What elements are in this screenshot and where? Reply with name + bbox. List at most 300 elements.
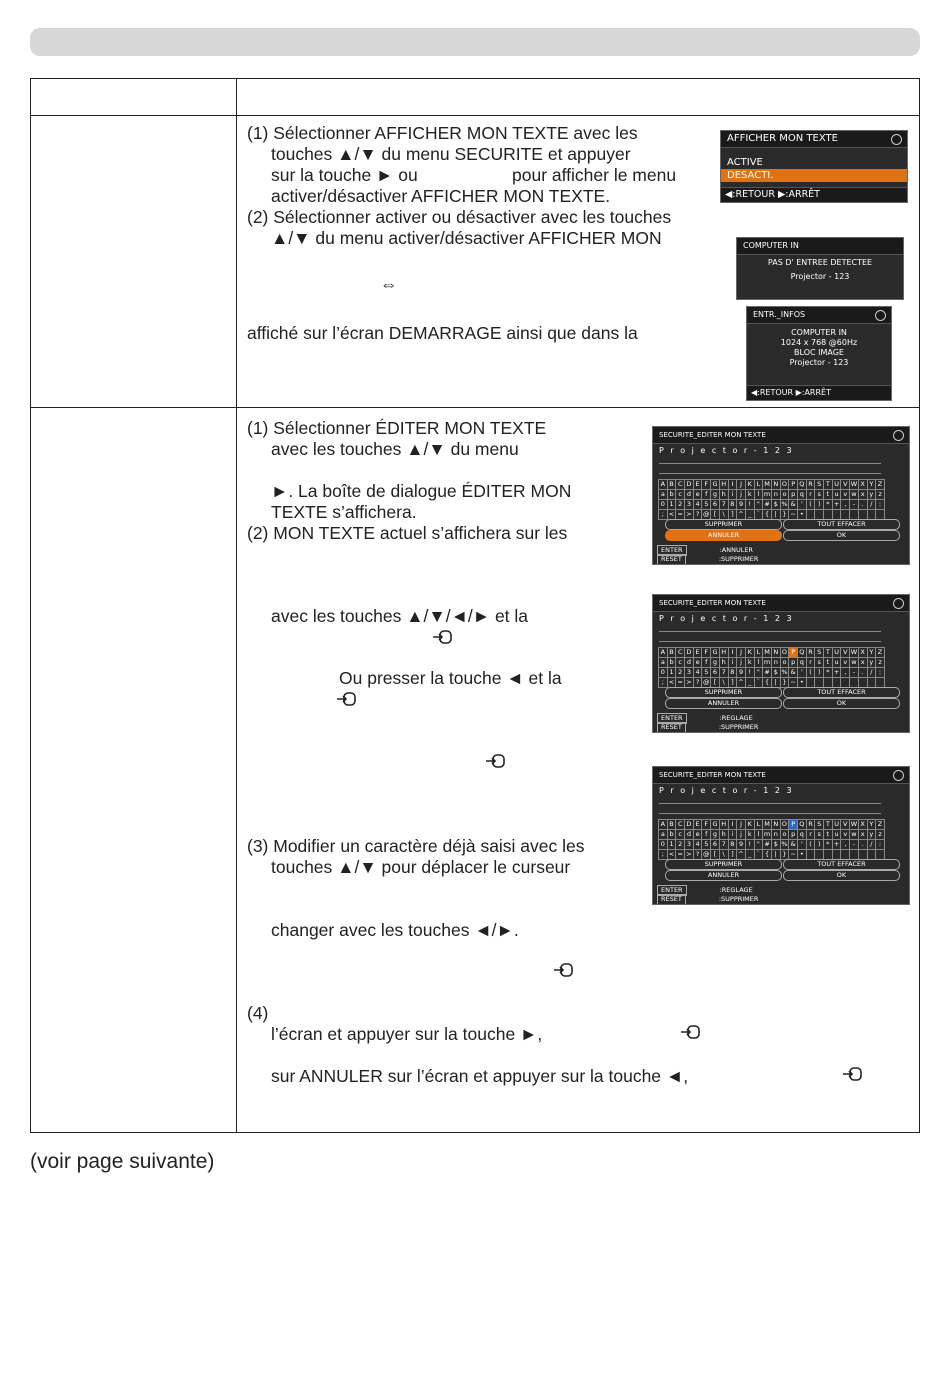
character-key[interactable]: N [771, 479, 781, 490]
character-key[interactable]: p [788, 829, 798, 840]
supprimer-button[interactable]: SUPPRIMER [665, 859, 782, 870]
character-key[interactable]: 1 [667, 499, 677, 510]
character-key[interactable]: X [858, 819, 868, 830]
character-key[interactable]: w [849, 489, 859, 500]
character-key[interactable]: ( [806, 839, 816, 850]
character-key[interactable]: m [763, 830, 771, 838]
character-key[interactable]: [ [710, 677, 720, 688]
character-key[interactable]: T [823, 647, 833, 658]
character-key[interactable]: ( [806, 667, 816, 678]
annuler-button[interactable]: ANNULER [665, 698, 782, 709]
character-key[interactable]: L [754, 819, 764, 830]
character-key[interactable]: h [719, 829, 729, 840]
character-key[interactable]: # [762, 667, 772, 678]
character-key[interactable]: % [781, 668, 788, 676]
character-key[interactable]: u [832, 657, 842, 668]
character-key[interactable]: : [875, 499, 885, 510]
character-key[interactable]: Z [875, 647, 885, 658]
character-key[interactable]: * [823, 667, 833, 678]
character-key[interactable]: O [780, 479, 790, 490]
character-key[interactable]: % [781, 500, 788, 508]
character-key[interactable]: , [840, 667, 850, 678]
character-key[interactable]: ; [658, 509, 668, 520]
character-key[interactable]: t [823, 829, 833, 840]
character-key[interactable]: Y [867, 647, 877, 658]
character-key[interactable]: 5 [701, 499, 711, 510]
character-key[interactable]: • [797, 509, 807, 520]
character-key[interactable]: r [806, 657, 816, 668]
character-key[interactable]: { [762, 509, 772, 520]
character-key[interactable]: t [823, 489, 833, 500]
character-key[interactable]: - [849, 499, 859, 510]
character-key[interactable]: o [780, 657, 790, 668]
character-key[interactable]: s [814, 657, 824, 668]
character-key[interactable]: • [797, 677, 807, 688]
character-key[interactable]: j [736, 657, 746, 668]
character-key[interactable]: C [675, 819, 685, 830]
character-key[interactable]: - [849, 667, 859, 678]
character-key[interactable]: z [875, 489, 885, 500]
character-key[interactable]: { [762, 677, 772, 688]
character-key[interactable]: b [667, 829, 677, 840]
character-key[interactable]: H [719, 647, 729, 658]
character-key[interactable]: z [875, 829, 885, 840]
character-key[interactable]: y [867, 657, 877, 668]
character-key[interactable]: 2 [675, 839, 685, 850]
character-key[interactable]: G [710, 819, 720, 830]
menu-icon [891, 134, 902, 145]
character-key[interactable]: H [719, 479, 729, 490]
character-key[interactable]: l [754, 489, 764, 500]
character-key[interactable]: 3 [684, 499, 694, 510]
character-key[interactable]: z [875, 657, 885, 668]
character-key[interactable]: q [797, 657, 807, 668]
character-key[interactable]: . [858, 499, 868, 510]
character-key[interactable]: ) [814, 839, 824, 850]
character-key[interactable]: ? [693, 509, 703, 520]
character-key[interactable]: < [667, 509, 677, 520]
character-key[interactable]: > [684, 849, 694, 860]
character-key[interactable]: E [693, 647, 703, 658]
character-key[interactable]: e [693, 489, 703, 500]
character-key[interactable]: . [858, 839, 868, 850]
character-key[interactable]: O [780, 819, 790, 830]
character-key[interactable]: ] [728, 509, 738, 520]
character-key[interactable]: < [667, 677, 677, 688]
character-key[interactable]: V [840, 479, 850, 490]
character-key[interactable]: 5 [701, 839, 711, 850]
character-key[interactable]: 0 [658, 499, 668, 510]
character-key[interactable]: P [788, 479, 798, 490]
character-key[interactable]: ' [797, 499, 807, 510]
character-key[interactable]: W [850, 480, 858, 488]
character-key[interactable]: $ [771, 667, 781, 678]
character-key[interactable]: ! [745, 667, 755, 678]
character-key[interactable]: ^ [736, 849, 746, 860]
character-key[interactable]: f [701, 489, 711, 500]
character-key[interactable]: ^ [736, 677, 746, 688]
character-key[interactable]: = [675, 849, 685, 860]
character-key[interactable]: 9 [736, 499, 746, 510]
character-key[interactable]: m [763, 490, 771, 498]
character-key[interactable]: L [754, 479, 764, 490]
character-key[interactable]: M [762, 647, 772, 658]
ok-button[interactable]: OK [783, 870, 900, 881]
character-key[interactable]: i [728, 829, 738, 840]
character-key[interactable]: Q [797, 479, 807, 490]
character-key[interactable]: + [832, 499, 842, 510]
character-key[interactable]: ~ [788, 677, 798, 688]
character-key[interactable]: ! [745, 839, 755, 850]
character-key[interactable]: c [675, 657, 685, 668]
character-key[interactable]: m [763, 658, 771, 666]
character-key[interactable]: Z [875, 479, 885, 490]
character-key[interactable]: _ [745, 509, 755, 520]
character-key[interactable]: r [806, 489, 816, 500]
character-key[interactable]: g [710, 829, 720, 840]
character-key[interactable]: M [762, 479, 772, 490]
character-key[interactable]: & [788, 839, 798, 850]
character-key[interactable]: > [684, 677, 694, 688]
character-key[interactable]: f [701, 657, 711, 668]
character-key[interactable]: D [684, 479, 694, 490]
character-key[interactable]: | [771, 509, 781, 520]
character-key[interactable]: x [858, 829, 868, 840]
character-key[interactable]: v [840, 489, 850, 500]
character-key[interactable]: 6 [710, 667, 720, 678]
character-key[interactable]: w [849, 829, 859, 840]
character-key[interactable]: Q [797, 647, 807, 658]
character-key[interactable]: n [771, 489, 781, 500]
character-key[interactable]: [ [710, 849, 720, 860]
character-key[interactable]: , [840, 499, 850, 510]
character-key[interactable]: s [814, 489, 824, 500]
character-key[interactable]: = [675, 677, 685, 688]
character-key[interactable]: v [840, 829, 850, 840]
character-key[interactable]: u [832, 489, 842, 500]
character-key[interactable]: t [823, 657, 833, 668]
character-key[interactable]: / [867, 667, 877, 678]
character-key[interactable]: c [675, 489, 685, 500]
character-key[interactable]: . [858, 667, 868, 678]
character-key[interactable]: A [658, 647, 668, 658]
character-key[interactable]: @ [703, 850, 710, 858]
character-key[interactable]: & [788, 499, 798, 510]
character-key[interactable]: D [684, 819, 694, 830]
character-key[interactable]: S [814, 819, 824, 830]
character-key[interactable]: _ [745, 849, 755, 860]
character-key[interactable]: a [658, 489, 668, 500]
character-key[interactable]: 3 [684, 667, 694, 678]
character-key[interactable]: p [788, 657, 798, 668]
character-key[interactable]: 4 [693, 839, 703, 850]
character-key[interactable]: F [701, 647, 711, 658]
character-key[interactable]: Q [797, 819, 807, 830]
character-key[interactable]: y [867, 829, 877, 840]
character-key[interactable]: q [797, 489, 807, 500]
character-key[interactable]: } [780, 677, 790, 688]
character-key[interactable]: - [849, 839, 859, 850]
character-key[interactable]: ( [806, 499, 816, 510]
option-active[interactable]: ACTIVE [727, 157, 763, 168]
character-key[interactable]: 4 [693, 667, 703, 678]
character-key[interactable]: i [728, 657, 738, 668]
character-key[interactable]: ' [797, 667, 807, 678]
character-key[interactable]: ? [693, 849, 703, 860]
character-key[interactable]: } [780, 509, 790, 520]
character-key[interactable]: k [745, 657, 755, 668]
character-key[interactable]: M [762, 819, 772, 830]
character-key[interactable]: 4 [693, 499, 703, 510]
character-key[interactable]: ' [797, 839, 807, 850]
character-key[interactable]: ] [728, 849, 738, 860]
character-key[interactable]: + [832, 667, 842, 678]
character-key[interactable]: B [667, 647, 677, 658]
character-key[interactable]: s [814, 829, 824, 840]
character-key[interactable]: x [858, 657, 868, 668]
character-key[interactable]: 2 [675, 499, 685, 510]
supprimer-button[interactable]: SUPPRIMER [665, 687, 782, 698]
character-key[interactable]: I [728, 819, 738, 830]
character-key[interactable]: S [814, 647, 824, 658]
ok-button[interactable]: OK [783, 698, 900, 709]
character-key[interactable]: l [754, 657, 764, 668]
tout-effacer-button[interactable]: TOUT EFFACER [783, 859, 900, 870]
character-key[interactable]: o [780, 489, 790, 500]
character-key[interactable]: J [736, 819, 746, 830]
character-key[interactable]: a [658, 657, 668, 668]
character-key[interactable]: B [667, 479, 677, 490]
character-key[interactable]: 0 [658, 667, 668, 678]
character-key[interactable]: b [667, 657, 677, 668]
character-key[interactable]: x [858, 489, 868, 500]
character-key[interactable]: < [667, 849, 677, 860]
character-key[interactable]: j [736, 829, 746, 840]
character-key[interactable]: C [675, 479, 685, 490]
character-key[interactable]: i [728, 489, 738, 500]
character-key[interactable]: Z [875, 819, 885, 830]
character-key[interactable]: ` [754, 849, 764, 860]
character-key[interactable]: A [658, 819, 668, 830]
character-key[interactable]: • [797, 849, 807, 860]
character-key[interactable]: 7 [719, 667, 729, 678]
character-key[interactable]: T [823, 819, 833, 830]
character-key[interactable]: l [754, 829, 764, 840]
character-key[interactable]: C [675, 647, 685, 658]
character-key[interactable]: a [658, 829, 668, 840]
character-key[interactable]: 8 [728, 499, 738, 510]
character-key[interactable]: d [684, 489, 694, 500]
character-key[interactable]: } [780, 849, 790, 860]
character-key[interactable]: h [719, 657, 729, 668]
character-key[interactable]: R [806, 819, 816, 830]
character-key[interactable]: # [762, 839, 772, 850]
character-key[interactable]: ; [658, 849, 668, 860]
character-key[interactable]: 1 [667, 839, 677, 850]
character-key[interactable]: | [771, 677, 781, 688]
character-key[interactable]: k [745, 489, 755, 500]
character-key[interactable]: b [667, 489, 677, 500]
character-key[interactable]: k [745, 829, 755, 840]
character-key[interactable]: 8 [728, 667, 738, 678]
character-key[interactable]: n [771, 657, 781, 668]
character-key[interactable]: / [867, 499, 877, 510]
character-key[interactable]: 5 [701, 667, 711, 678]
character-key[interactable]: ~ [788, 849, 798, 860]
character-key[interactable]: ? [693, 677, 703, 688]
character-key[interactable]: Y [867, 479, 877, 490]
character-key[interactable]: { [762, 849, 772, 860]
character-key[interactable]: S [814, 479, 824, 490]
character-key[interactable]: I [728, 479, 738, 490]
character-key[interactable]: 0 [658, 839, 668, 850]
character-key[interactable]: : [875, 667, 885, 678]
character-key[interactable]: , [840, 839, 850, 850]
supprimer-button[interactable]: SUPPRIMER [665, 519, 782, 530]
character-key[interactable]: e [693, 657, 703, 668]
character-key[interactable]: 6 [710, 499, 720, 510]
character-key[interactable]: 6 [710, 839, 720, 850]
character-key[interactable]: $ [771, 839, 781, 850]
character-key[interactable]: 7 [719, 839, 729, 850]
tout-effacer-button[interactable]: TOUT EFFACER [783, 519, 900, 530]
character-key[interactable]: \ [719, 849, 729, 860]
character-key[interactable]: Y [867, 819, 877, 830]
character-key[interactable]: I [728, 647, 738, 658]
character-key[interactable]: 8 [728, 839, 738, 850]
character-key[interactable]: d [684, 829, 694, 840]
character-key[interactable]: c [675, 829, 685, 840]
character-key[interactable]: # [762, 499, 772, 510]
character-key[interactable]: F [701, 479, 711, 490]
character-key[interactable]: 1 [667, 667, 677, 678]
character-key[interactable]: V [840, 819, 850, 830]
character-key[interactable]: E [693, 819, 703, 830]
character-key[interactable]: : [875, 839, 885, 850]
character-key[interactable]: K [745, 819, 755, 830]
character-key[interactable]: 2 [675, 667, 685, 678]
character-key[interactable]: " [754, 839, 764, 850]
character-key[interactable]: ^ [736, 509, 746, 520]
character-key[interactable]: N [771, 647, 781, 658]
character-key[interactable]: U [832, 647, 842, 658]
character-key[interactable]: \ [719, 509, 729, 520]
character-key[interactable]: ~ [788, 509, 798, 520]
option-desactive[interactable]: DESACTI. [721, 169, 907, 182]
character-key[interactable]: h [719, 489, 729, 500]
character-key[interactable]: * [823, 499, 833, 510]
character-key[interactable]: r [806, 829, 816, 840]
character-key[interactable]: 9 [736, 667, 746, 678]
character-key[interactable]: A [658, 479, 668, 490]
character-key[interactable]: J [736, 647, 746, 658]
character-key[interactable]: n [771, 829, 781, 840]
character-key[interactable]: " [754, 667, 764, 678]
character-key[interactable]: X [858, 479, 868, 490]
character-key[interactable]: E [693, 479, 703, 490]
character-key[interactable]: D [684, 647, 694, 658]
character-key[interactable]: R [806, 647, 816, 658]
character-key[interactable]: f [701, 829, 711, 840]
character-key[interactable]: @ [703, 510, 710, 518]
character-key[interactable]: > [684, 509, 694, 520]
character-key[interactable]: V [840, 647, 850, 658]
character-key[interactable]: o [780, 829, 790, 840]
character-key[interactable]: u [832, 829, 842, 840]
character-key[interactable]: & [788, 667, 798, 678]
character-key[interactable]: 3 [684, 839, 694, 850]
character-key[interactable]: G [710, 647, 720, 658]
character-key[interactable]: _ [745, 677, 755, 688]
character-key[interactable]: ] [728, 677, 738, 688]
character-key[interactable]: ! [745, 499, 755, 510]
character-key[interactable]: W [850, 648, 858, 656]
character-key[interactable]: $ [771, 499, 781, 510]
character-key[interactable]: U [832, 819, 842, 830]
character-key[interactable]: w [849, 657, 859, 668]
character-key[interactable]: g [710, 657, 720, 668]
character-key[interactable]: e [693, 829, 703, 840]
character-key[interactable]: j [736, 489, 746, 500]
character-key[interactable]: H [719, 819, 729, 830]
character-key[interactable]: U [832, 479, 842, 490]
character-key[interactable]: T [823, 479, 833, 490]
character-key[interactable]: X [858, 647, 868, 658]
character-key[interactable]: ) [814, 667, 824, 678]
character-key[interactable]: / [867, 839, 877, 850]
character-key[interactable]: N [771, 819, 781, 830]
character-key[interactable]: | [771, 849, 781, 860]
character-key[interactable]: K [745, 647, 755, 658]
character-key[interactable]: G [710, 479, 720, 490]
character-key[interactable]: q [797, 829, 807, 840]
character-key[interactable]: P [788, 819, 798, 830]
character-key[interactable]: P [788, 647, 798, 658]
character-key[interactable]: ` [754, 509, 764, 520]
character-key[interactable]: " [754, 499, 764, 510]
character-key[interactable]: = [675, 509, 685, 520]
character-key[interactable]: p [788, 489, 798, 500]
character-key[interactable]: L [754, 647, 764, 658]
character-key[interactable]: ; [658, 677, 668, 688]
character-key[interactable]: R [806, 479, 816, 490]
character-key[interactable]: F [701, 819, 711, 830]
character-key[interactable]: [ [710, 509, 720, 520]
character-key[interactable]: ) [814, 499, 824, 510]
character-key[interactable]: + [832, 839, 842, 850]
ok-button[interactable]: OK [783, 530, 900, 541]
character-key[interactable]: B [667, 819, 677, 830]
character-key[interactable]: y [867, 489, 877, 500]
tout-effacer-button[interactable]: TOUT EFFACER [783, 687, 900, 698]
character-key[interactable]: W [850, 820, 858, 828]
character-key[interactable]: d [684, 657, 694, 668]
character-key[interactable]: g [710, 489, 720, 500]
character-key[interactable]: * [823, 839, 833, 850]
character-key[interactable]: \ [719, 677, 729, 688]
character-key[interactable]: J [736, 479, 746, 490]
annuler-button[interactable]: ANNULER [665, 530, 782, 541]
character-key[interactable]: % [781, 840, 788, 848]
annuler-button[interactable]: ANNULER [665, 870, 782, 881]
character-key[interactable]: ` [754, 677, 764, 688]
character-key[interactable]: v [840, 657, 850, 668]
character-key[interactable]: O [780, 647, 790, 658]
character-key[interactable]: 7 [719, 499, 729, 510]
character-key[interactable]: K [745, 479, 755, 490]
character-key[interactable]: 9 [736, 839, 746, 850]
character-key[interactable]: @ [703, 678, 710, 686]
